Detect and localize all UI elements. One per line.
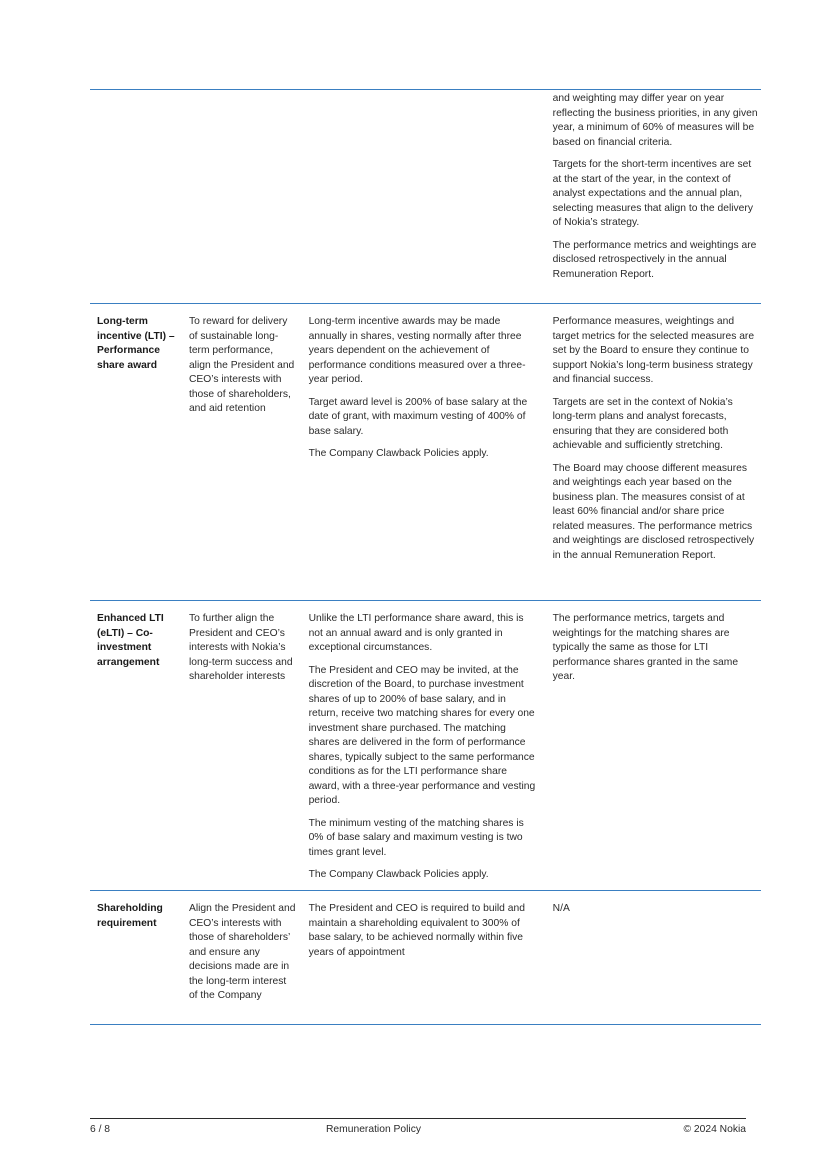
element-cell: Shareholding requirement: [97, 903, 163, 929]
purpose-cell: To further align the President and CEO’s interests with Nokia’s long-term success and shareholder interests: [188, 613, 293, 682]
copyright: © 2024 Nokia: [683, 1124, 746, 1135]
performance-cell: [544, 891, 761, 1024]
purpose-cell: [182, 90, 300, 303]
table-row: [90, 89, 761, 303]
document-title: Remuneration Policy: [326, 1124, 422, 1135]
footer-divider: [90, 1118, 746, 1119]
operation-paragraph: The Company Clawback Policies apply.: [308, 869, 489, 880]
table-row: [90, 303, 761, 600]
performance-paragraph: The Board may choose different measures and weightings each year based on the business plan. The measures consist of at least 60% financial and/or share price related measures. The performance metrics and weightings are disclosed retrospectively in the annual Remuneration Report.: [552, 462, 755, 561]
performance-cell: [544, 601, 761, 890]
operation-paragraph: Target award level is 200% of base salary at the date of grant, with maximum vesting of 400% of base salary.: [308, 396, 528, 437]
table-row: [90, 600, 761, 890]
operation-paragraph: Unlike the LTI performance share award, this is not an annual award and is only granted in exceptional circumstances.: [308, 613, 524, 653]
operation-cell: [300, 90, 544, 303]
operation-cell: [300, 601, 544, 890]
operation-paragraph: Long-term incentive awards may be made annually in shares, vesting normally after three years dependent on the achievement of performance conditions measured over a three-year period.: [308, 316, 526, 385]
performance-paragraph: Targets for the short-term incentives are set at the start of the year, in the context of analyst expectations and the annual plan, selecting measures that align to the delivery of Nokia’s strategy.: [552, 159, 753, 228]
operation-paragraph: The President and CEO is required to build and maintain a shareholding equivalent to 300% of base salary, to be achieved normally within five years of appointment: [308, 903, 525, 958]
element-cell: Long-term incentive (LTI) – Performance share award: [97, 316, 175, 371]
operation-paragraph: The Company Clawback Policies apply.: [308, 448, 489, 459]
policy-table: [90, 89, 761, 1025]
performance-paragraph: The performance metrics, targets and weightings for the matching shares are typically the same as those for LTI performance shares granted in the same year.: [552, 613, 739, 682]
performance-cell: [544, 90, 761, 303]
performance-paragraph: The performance metrics and weightings are disclosed retrospectively in the annual Remuneration Report.: [552, 239, 757, 280]
operation-paragraph: The minimum vesting of the matching shares is 0% of base salary and maximum vesting is two times grant level.: [308, 817, 524, 858]
performance-paragraph: Performance measures, weightings and target metrics for the selected measures are set by the Board to ensure they continue to support Nokia’s long-term business strategy and financial success.: [552, 316, 755, 385]
purpose-cell: Align the President and CEO’s interests with those of shareholders’ and ensure any decisions made are in the long-term interest of the Company: [188, 903, 296, 1001]
page-number: 6 / 8: [90, 1124, 111, 1135]
performance-paragraph: Targets are set in the context of Nokia’s long-term plans and analyst forecasts, ensuring that they are considered both achievable and sufficiently stretching.: [552, 396, 733, 451]
table-row: [90, 890, 761, 1025]
operation-cell: [300, 891, 544, 1024]
element-cell: Enhanced LTI (eLTI) – Co-investment arrangement: [97, 613, 164, 668]
operation-paragraph: The President and CEO may be invited, at the discretion of the Board, to purchase investment shares of up to 200% of base salary, and in return, receive two matching shares for every one investment share purchased. The matching shares are delivered in the form of performance shares, typically subject to the same performance conditions as for the LTI performance share award, with a three-year performance and vesting period.: [308, 664, 536, 806]
performance-paragraph: N/A: [552, 903, 570, 914]
purpose-cell: To reward for delivery of sustainable long-term performance, align the President and CEO’s interests with those of shareholders, and aid retention: [188, 316, 295, 414]
performance-cell: [544, 304, 761, 600]
element-cell: [90, 90, 182, 303]
operation-cell: [300, 304, 544, 600]
performance-paragraph: and weighting may differ year on year reflecting the business priorities, in any given year, a minimum of 60% of measures will be based on financial criteria.: [552, 93, 758, 148]
